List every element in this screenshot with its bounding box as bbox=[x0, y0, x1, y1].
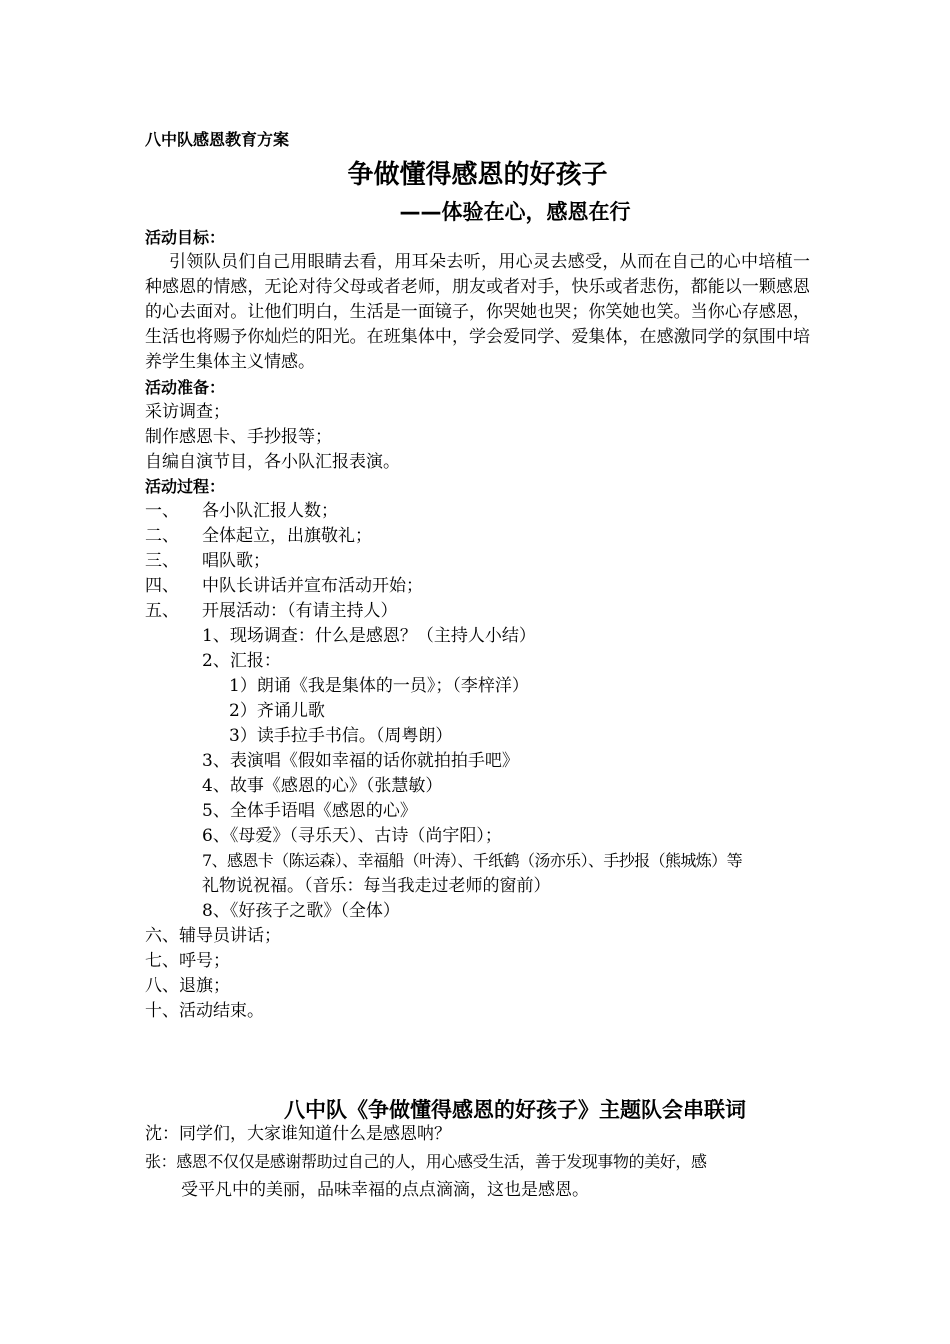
step-text: 各小队汇报人数； bbox=[202, 501, 338, 521]
activity-item: 5、全体手语唱《感恩的心》 bbox=[202, 801, 417, 821]
activity-item: 8、《好孩子之歌》（全体） bbox=[202, 901, 400, 921]
final-step: 十、活动结束。 bbox=[145, 1001, 264, 1021]
final-step: 七、呼号； bbox=[145, 951, 230, 971]
document-label: 八中队感恩教育方案 bbox=[145, 130, 290, 149]
step-text: 唱队歌； bbox=[202, 551, 270, 571]
activity-item: 2、汇报： bbox=[202, 651, 281, 671]
step-text: 全体起立，出旗敬礼； bbox=[202, 526, 372, 546]
step-text: 中队长讲话并宣布活动开始； bbox=[202, 576, 423, 596]
prep-item: 制作感恩卡、手抄报等； bbox=[145, 427, 332, 447]
activity-item: 7、感恩卡（陈运森）、幸福船（叶涛）、千纸鹤（汤亦乐）、手抄报（熊城炼）等 bbox=[202, 851, 742, 870]
activity-item-continued: 礼物说祝福。（音乐：每当我走过老师的窗前） bbox=[202, 876, 551, 896]
activity-item: 4、故事《感恩的心》（张慧敏） bbox=[202, 776, 443, 796]
process-heading: 活动过程： bbox=[145, 477, 226, 496]
final-step: 六、辅导员讲话； bbox=[145, 926, 281, 946]
activity-subitem: 1）朗诵《我是集体的一员》；（李梓洋） bbox=[229, 676, 529, 696]
activity-subitem: 3）读手拉手书信。（周粤朗） bbox=[229, 726, 453, 746]
prep-item: 自编自演节目，各小队汇报表演。 bbox=[145, 452, 400, 472]
subtitle: ——体验在心，感恩在行 bbox=[399, 200, 631, 224]
step-number: 一、 bbox=[145, 501, 179, 521]
process-step bbox=[145, 549, 270, 573]
goal-text: 引领队员们自己用眼睛去看，用耳朵去听，用心灵去感受，从而在自己的心中培植一种感恩的情感，无论对待父母或者老师，朋友或者对手，快乐或者悲伤，都能以一颗感恩的心去面对。让他们明白，生活是一面镜子，你哭她也哭；你笑她也笑。当你心存感恩，生活也将赐予你灿烂的阳光。在班集体中，学会爱同学、爱集体，在感激同学的氛围中培养学生集体主义情感。 bbox=[145, 252, 810, 372]
dialog-line: 张：感恩不仅仅是感谢帮助过自己的人，用心感受生活，善于发现事物的美好，感 bbox=[145, 1152, 707, 1171]
step-number: 四、 bbox=[145, 576, 179, 596]
section2-title: 八中队《争做懂得感恩的好孩子》主题队会串联词 bbox=[284, 1098, 746, 1122]
prep-item: 采访调查； bbox=[145, 402, 230, 422]
prep-heading: 活动准备： bbox=[145, 378, 226, 397]
process-step bbox=[145, 574, 423, 598]
activity-item: 6、《母爱》（寻乐天）、古诗（尚宇阳）； bbox=[202, 826, 502, 846]
process-step bbox=[145, 524, 372, 548]
main-title: 争做懂得感恩的好孩子 bbox=[347, 160, 608, 190]
activity-subitem: 2）齐诵儿歌 bbox=[229, 701, 325, 721]
final-step: 八、退旗； bbox=[145, 976, 230, 996]
step-number: 三、 bbox=[145, 551, 179, 571]
activity-item: 1、现场调查：什么是感恩？（主持人小结） bbox=[202, 626, 536, 646]
dialog-line-continued: 受平凡中的美丽，品味幸福的点点滴滴，这也是感恩。 bbox=[181, 1180, 589, 1200]
process-step bbox=[145, 599, 398, 623]
step-number: 五、 bbox=[145, 601, 179, 621]
step-number: 二、 bbox=[145, 526, 179, 546]
step-text: 开展活动：（有请主持人） bbox=[202, 601, 398, 621]
dialog-line: 沈：同学们，大家谁知道什么是感恩呐？ bbox=[145, 1124, 451, 1144]
goal-heading: 活动目标： bbox=[145, 228, 226, 247]
process-step bbox=[145, 499, 338, 523]
activity-item: 3、表演唱《假如幸福的话你就拍拍手吧》 bbox=[202, 751, 519, 771]
